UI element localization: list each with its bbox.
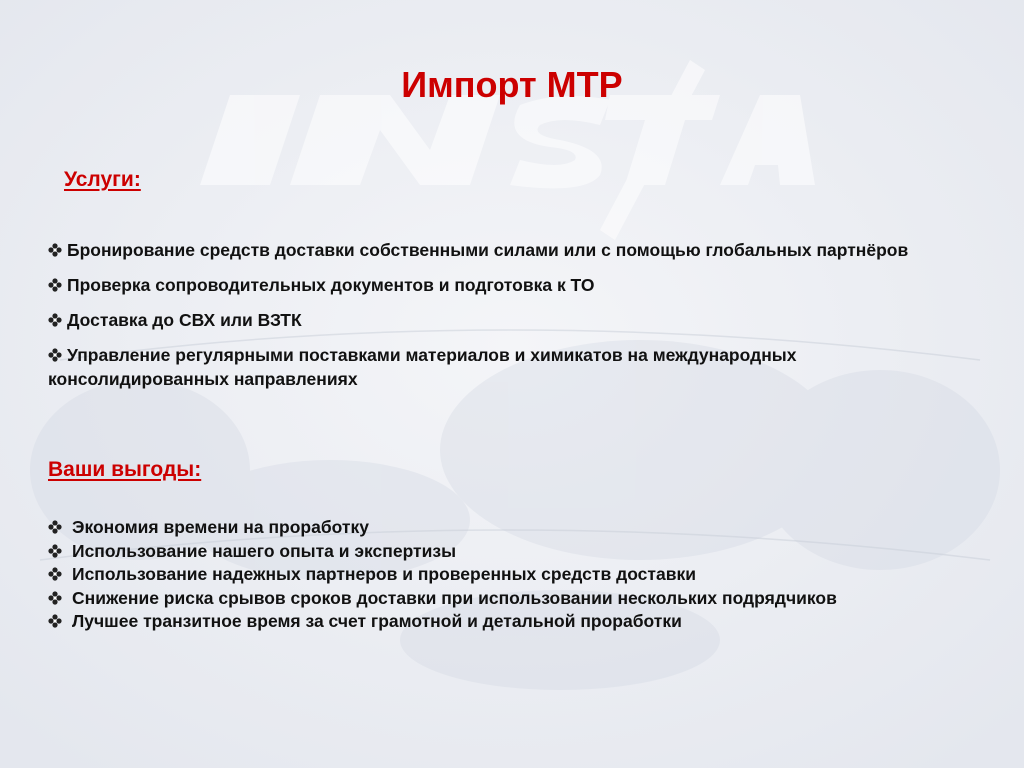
list-item xyxy=(48,540,968,564)
diamond-bullet-icon xyxy=(48,567,62,581)
diamond-bullet-icon xyxy=(48,520,62,534)
benefit-item-text: Использование надежных партнеров и проверенных средств доставки xyxy=(72,564,696,584)
list-item xyxy=(48,563,968,587)
service-item-text: Доставка до СВХ или ВЗТК xyxy=(67,310,302,330)
diamond-bullet-icon xyxy=(48,614,62,628)
diamond-bullet-icon xyxy=(48,348,62,362)
list-item xyxy=(48,273,928,297)
diamond-bullet-icon xyxy=(48,313,62,327)
benefit-item-text: Снижение риска срывов сроков доставки при использовании нескольких подрядчиков xyxy=(72,587,837,608)
list-item xyxy=(48,343,928,391)
list-item xyxy=(48,587,968,611)
services-list xyxy=(48,238,928,402)
page-title: Импорт МТР xyxy=(401,64,623,105)
list-item xyxy=(48,238,928,262)
benefits-list xyxy=(48,516,968,634)
benefit-item-text: Использование нашего опыта и экспертизы xyxy=(72,540,457,561)
list-item xyxy=(48,610,968,634)
service-item-text: Управление регулярными поставками материалов и химикатов на международных консолидированных направлениях xyxy=(48,345,797,389)
benefit-item-text: Экономия времени на проработку xyxy=(72,517,369,537)
service-item-text: Бронирование средств доставки собственными силами или с помощью глобальных партнёров xyxy=(67,240,909,260)
diamond-bullet-icon xyxy=(48,591,62,605)
list-item xyxy=(48,516,968,540)
service-item-text: Проверка сопроводительных документов и подготовка к ТО xyxy=(67,275,595,295)
services-heading: Услуги: xyxy=(64,168,141,191)
list-item xyxy=(48,308,928,332)
benefits-heading: Ваши выгоды: xyxy=(48,458,202,481)
diamond-bullet-icon xyxy=(48,544,62,558)
diamond-bullet-icon xyxy=(48,278,62,292)
benefit-item-text: Лучшее транзитное время за счет грамотной и детальной проработки xyxy=(72,611,682,631)
diamond-bullet-icon xyxy=(48,243,62,257)
